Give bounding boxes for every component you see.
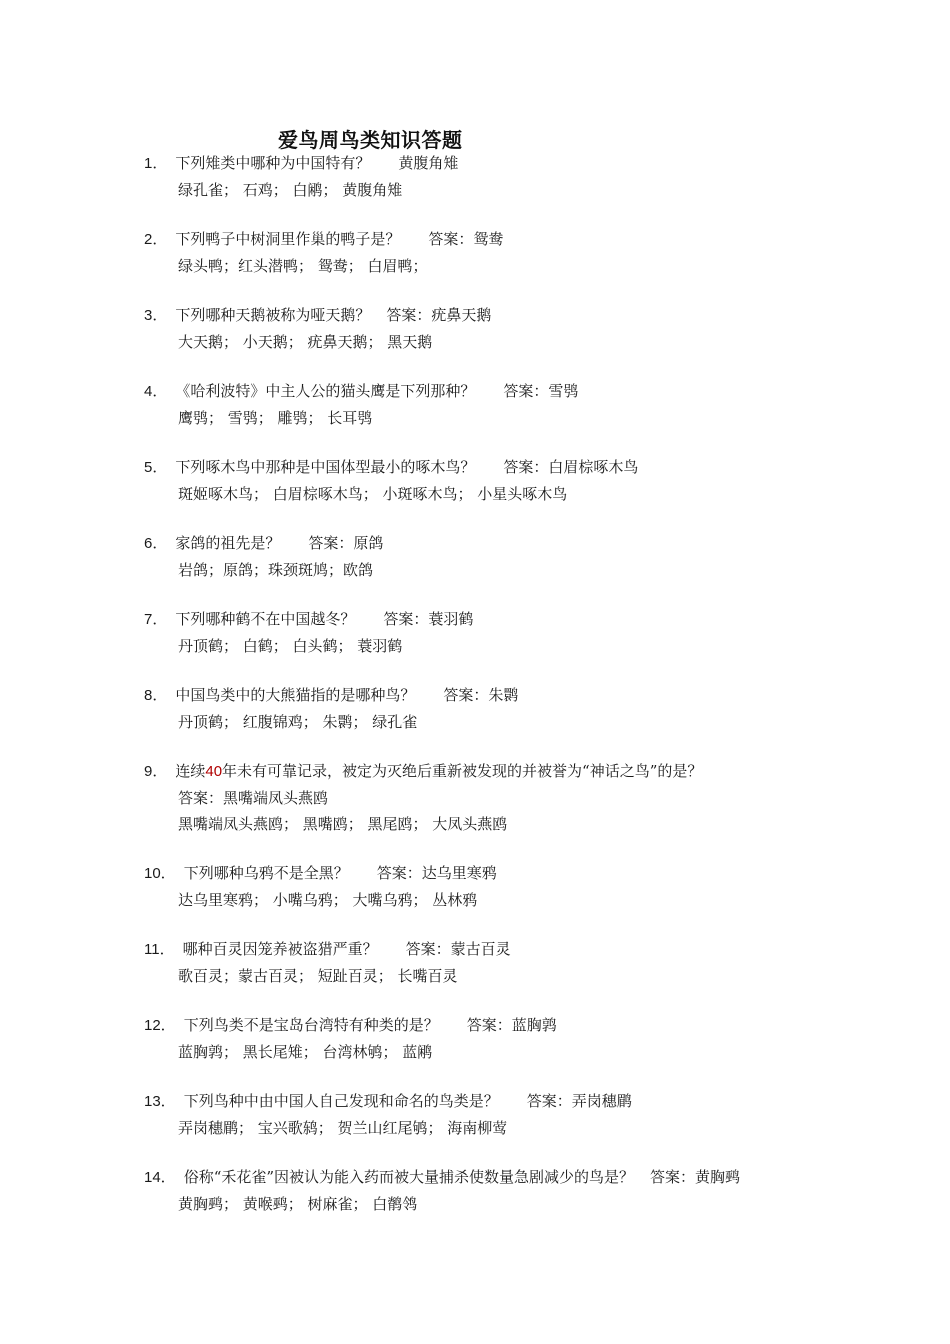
question-answer: 答案：蓝胸鹑: [466, 1016, 557, 1034]
question-number: 13．: [144, 1093, 176, 1110]
question-options: 歌百灵；蒙古百灵； 短趾百灵； 长嘴百灵: [178, 967, 458, 985]
question-item: [144, 1164, 824, 1217]
question-text-post: 年未有可靠记录，被定为灭绝后重新被发现的并被誉为“神话之鸟”的是？: [222, 762, 703, 780]
question-answer: 黄腹角雉: [398, 154, 459, 172]
question-line: [144, 682, 824, 709]
question-line: [144, 606, 824, 633]
question-text: 下列鸭子中树洞里作巢的鸭子是？: [175, 230, 401, 248]
question-text: 下列哪种天鹅被称为哑天鹅？: [175, 306, 371, 324]
question-options: 岩鸽；原鸽；珠颈斑鸠；欧鸽: [178, 561, 374, 579]
question-answer: 答案：弄岗穗鹛: [526, 1092, 632, 1110]
question-item: [144, 378, 824, 431]
question-number: 1．: [144, 155, 168, 172]
question-answer: 答案：疣鼻天鹅: [386, 306, 492, 324]
question-number: 9．: [144, 763, 168, 780]
question-options: 丹顶鹤； 白鹤； 白头鹤； 蓑羽鹤: [178, 637, 403, 655]
question-line: [144, 226, 824, 253]
question-options: 鹰鸮； 雪鸮； 雕鸮； 长耳鸮: [178, 409, 373, 427]
question-item: [144, 936, 824, 989]
question-number: 5．: [144, 459, 168, 476]
question-line: [144, 1088, 824, 1115]
question-answer: 答案：蓑羽鹤: [383, 610, 474, 628]
question-item: [144, 682, 824, 735]
question-options: 达乌里寒鸦； 小嘴乌鸦； 大嘴乌鸦； 丛林鸦: [178, 891, 478, 909]
question-options: 大天鹅； 小天鹅； 疣鼻天鹅； 黑天鹅: [178, 333, 433, 351]
question-text: 下列哪种鹤不在中国越冬？: [175, 610, 356, 628]
question-item: [144, 226, 824, 279]
question-options: 蓝胸鹑； 黑长尾雉； 台湾林鸲； 蓝鹇: [178, 1043, 433, 1061]
question-item: [144, 860, 824, 913]
question-options: 丹顶鹤； 红腹锦鸡； 朱鹮； 绿孔雀: [178, 713, 418, 731]
question-text: 下列哪种乌鸦不是全黑？: [183, 864, 349, 882]
question-item: [144, 150, 824, 203]
question-options: 黑嘴端凤头燕鸥； 黑嘴鸥； 黑尾鸥； 大凤头燕鸥: [178, 815, 508, 833]
question-text-pre: 连续: [175, 762, 206, 780]
question-answer: 答案：鸳鸯: [428, 230, 504, 248]
question-options: 绿孔雀； 石鸡； 白鹇； 黄腹角雉: [178, 181, 403, 199]
question-item: [144, 530, 824, 583]
question-text: 中国鸟类中的大熊猫指的是哪种鸟？: [175, 686, 416, 704]
question-text: 下列啄木鸟中那种是中国体型最小的啄木鸟？: [175, 458, 476, 476]
question-answer: 答案：白眉棕啄木鸟: [503, 458, 639, 476]
question-number: 6．: [144, 535, 168, 552]
question-text: 下列鸟种中由中国人自己发现和命名的鸟类是？: [183, 1092, 499, 1110]
question-item: [144, 1012, 824, 1065]
question-answer: 答案：朱鹮: [443, 686, 519, 704]
question-text: 下列雉类中哪种为中国特有？: [175, 154, 371, 172]
question-line: [144, 860, 824, 887]
question-number: 10．: [144, 865, 176, 882]
question-line: [144, 302, 824, 329]
question-number: 2．: [144, 231, 168, 248]
question-text-number: 40: [205, 763, 223, 780]
question-text: 哪种百灵因笼养被盗猎严重？: [182, 940, 378, 958]
question-line: [144, 1012, 824, 1039]
question-line: [144, 1164, 824, 1191]
question-text: 俗称“禾花雀”因被认为能入药而被大量捕杀使数量急剧减少的鸟是？: [183, 1168, 635, 1186]
question-line: [144, 454, 824, 481]
question-number: 7．: [144, 611, 168, 628]
question-options: 弄岗穗鹛； 宝兴歌鸫； 贺兰山红尾鸲； 海南柳莺: [178, 1119, 508, 1137]
question-item: [144, 302, 824, 355]
question-answer: 答案：蒙古百灵: [405, 940, 511, 958]
question-number: 3．: [144, 307, 168, 324]
question-text: 《哈利波特》中主人公的猫头鹰是下列那种？: [175, 382, 476, 400]
question-item: [144, 454, 824, 507]
question-options: 斑姬啄木鸟； 白眉棕啄木鸟； 小斑啄木鸟； 小星头啄木鸟: [178, 485, 568, 503]
question-answer: 答案：达乌里寒鸦: [376, 864, 497, 882]
question-line: [144, 378, 824, 405]
question-number: 14．: [144, 1169, 176, 1186]
question-text: 家鸽的祖先是？: [175, 534, 281, 552]
question-answer: 答案：雪鸮: [503, 382, 579, 400]
question-item: [144, 606, 824, 659]
question-number: 4．: [144, 383, 168, 400]
question-answer: 答案：黄胸鹀: [650, 1168, 741, 1186]
question-line: [144, 150, 824, 177]
question-item: [144, 1088, 824, 1141]
question-number: 12．: [144, 1017, 176, 1034]
question-item: [144, 758, 824, 837]
question-answer: 答案：黑嘴端凤头燕鸥: [178, 789, 329, 807]
question-answer: 答案：原鸽: [308, 534, 384, 552]
question-line: [144, 530, 824, 557]
question-list: [144, 150, 824, 1240]
question-line: [144, 936, 824, 963]
question-number: 8．: [144, 687, 168, 704]
question-text: 下列鸟类不是宝岛台湾特有种类的是？: [183, 1016, 439, 1034]
question-options: 绿头鸭；红头潜鸭； 鸳鸯； 白眉鸭；: [178, 257, 428, 275]
question-options: 黄胸鹀； 黄喉鹀； 树麻雀； 白鹡鸰: [178, 1195, 418, 1213]
question-line: [144, 758, 824, 785]
page-title: 爱鸟周鸟类知识答题: [278, 128, 463, 152]
question-number: 11．: [144, 941, 175, 958]
